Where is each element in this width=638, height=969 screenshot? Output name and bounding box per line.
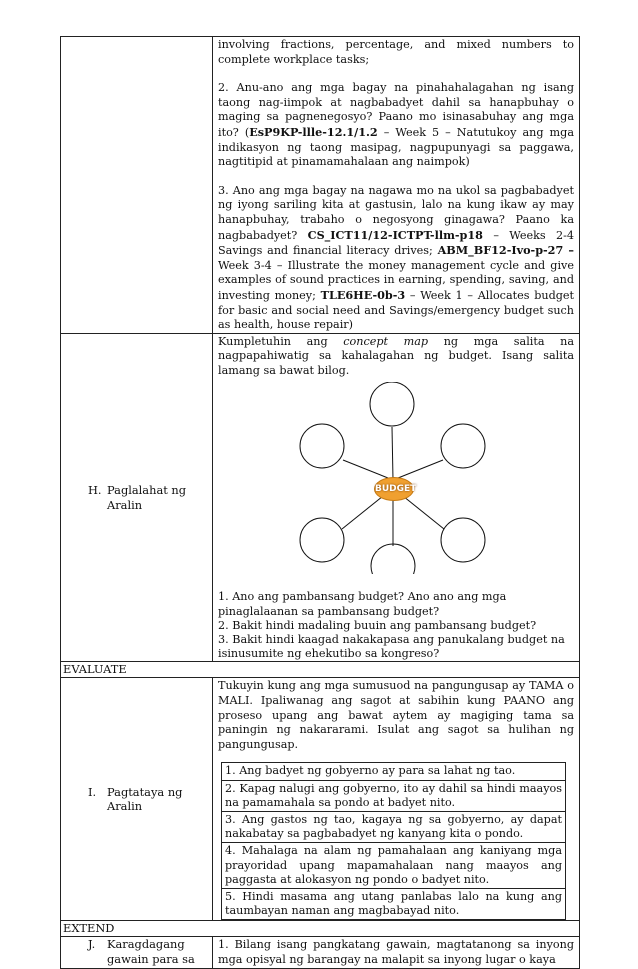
concept-bubble [300, 424, 344, 468]
concept-bubble [441, 424, 485, 468]
concept-bubble [441, 518, 485, 562]
budget-logo: BUDGET [374, 477, 414, 501]
competency-code: TLE6HE-0b-3 [320, 287, 406, 302]
question-item: 3. Bakit hindi kaagad nakakapasa ang panukalang budget na isinusumite ng ehekutibo sa kongreso? [218, 633, 565, 661]
section-header-evaluate [61, 662, 580, 678]
list-item: 2. Kapag nalugi ang gobyerno, ito ay dahil sa hindi maayos na pamamahala sa pondo at badyet nito. [222, 781, 565, 812]
concept-bubble [300, 518, 344, 562]
extension-activity: 1. Bilang isang pangkatang gawain, magtatanong sa inyong mga opisyal ng barangay na malapit sa inyong lugar o kaya [218, 938, 574, 967]
lesson-plan-table [60, 36, 580, 969]
concept-bubble [370, 382, 414, 426]
competency-code: CS_ICT11/12-ICTPT-llm-p18 [307, 227, 483, 242]
section-title: EVALUATE [63, 662, 127, 677]
list-item: 5. Hindi masama ang utang panlabas lalo na kung ang taumbayan naman ang magbabayad nito. [225, 890, 562, 918]
evaluation-instruction: Tukuyin kung ang mga sumusuod na pangungusap ay TAMA o MALI. Ipaliwanag ang sagot at sabihin kung PAANO ang proseso upang ang bawat aytem ay magiging tama sa paningin ng nakararami. Isulat ang sagot sa hulihan ng pangungusap. [218, 679, 574, 751]
paragraph-continuation: involving fractions, percentage, and mixed numbers to complete workplace tasks; [218, 38, 574, 66]
row-label: H. Paglalahat ng Aralin [88, 482, 187, 512]
row-j-karagdagang [61, 937, 580, 968]
row-top-continuation [61, 37, 580, 334]
paragraph-question-3: 3. Ano ang mga bagay na nagawa mo na ukol sa pagbabadyet ng iyong sariling kita at gastusin, lalo na kung ikaw ay may hanapbuhay, trabaho o negosyong ginagawa? Paano ka nagbabadyet? CS_ICT11/12-ICTPT-llm-p18 – Weeks 2-4 Savings and financial literacy drives; ABM_BF12-Ivo-p-27 – Week 3-4 – Illustrate the money management cycle and give examples of sound practices in earning, spending, saving, and investing money; TLE6HE-0b-3 – Week 1 – Allocates budget for basic and social need and Savings/emergency budget such as health, house repair) [218, 183, 575, 332]
paragraph-question-2: 2. Anu-ano ang mga bagay na pinahahalagahan ng isang taong nag-iimpok at nagbabadyet dahil sa hanapbuhay o maging sa pagnenegosyo? Paano mo isinasabuhay ang mga ito? (EsP9KP-llle-12.1/1.2 – Week 5 – Natutukoy ang mga indikasyon ng taong masipag, nagpupunyagi sa paggawa, nagtitipid at pinamamahalaan ang naimpok) [218, 81, 574, 169]
row-h-paglalahat [61, 333, 580, 662]
question-item: 1. Ano ang pambansang budget? Ano ano ang mga pinaglalaanan sa pambansang budget? [218, 590, 507, 618]
discussion-questions [213, 590, 579, 661]
row-label: I. Pagtataya ng Aralin [88, 784, 183, 814]
list-item: 4. Mahalaga na alam ng pamahalaan ang kaniyang mga prayoridad upang mapamahalaan nang maayos ang paggasta at alokasyon ng pondo o badyet nito. [222, 843, 565, 889]
list-item: 1. Ang badyet ng gobyerno ay para sa lahat ng tao. [222, 763, 565, 780]
row-label: J. Karagdagang gawain para sa [88, 937, 195, 967]
row-i-pagtataya [61, 678, 580, 921]
reflection-questions [213, 37, 579, 333]
list-item: 3. Ang gastos ng tao, kagaya ng sa gobyerno, ay dapat nakabatay sa pagbabadyet ng kanyang kita o pondo. [222, 812, 565, 843]
section-header-extend [61, 921, 580, 937]
connector-line [392, 427, 393, 480]
concept-map [295, 382, 495, 574]
concept-map-instruction: Kumpletuhin ang concept map ng mga salita na nagpapahiwatig sa kahalagahan ng budget. Isang salita lamang sa bawat bilog. [218, 334, 575, 377]
question-item: 2. Bakit hindi madaling buuin ang pambansang budget? [218, 618, 537, 632]
section-title: EXTEND [63, 921, 115, 936]
competency-code: ABM_BF12-Ivo-p-27 – [437, 243, 574, 258]
true-false-items [221, 762, 566, 920]
concept-bubble [371, 544, 415, 574]
competency-code: EsP9KP-llle-12.1/1.2 [249, 124, 378, 139]
